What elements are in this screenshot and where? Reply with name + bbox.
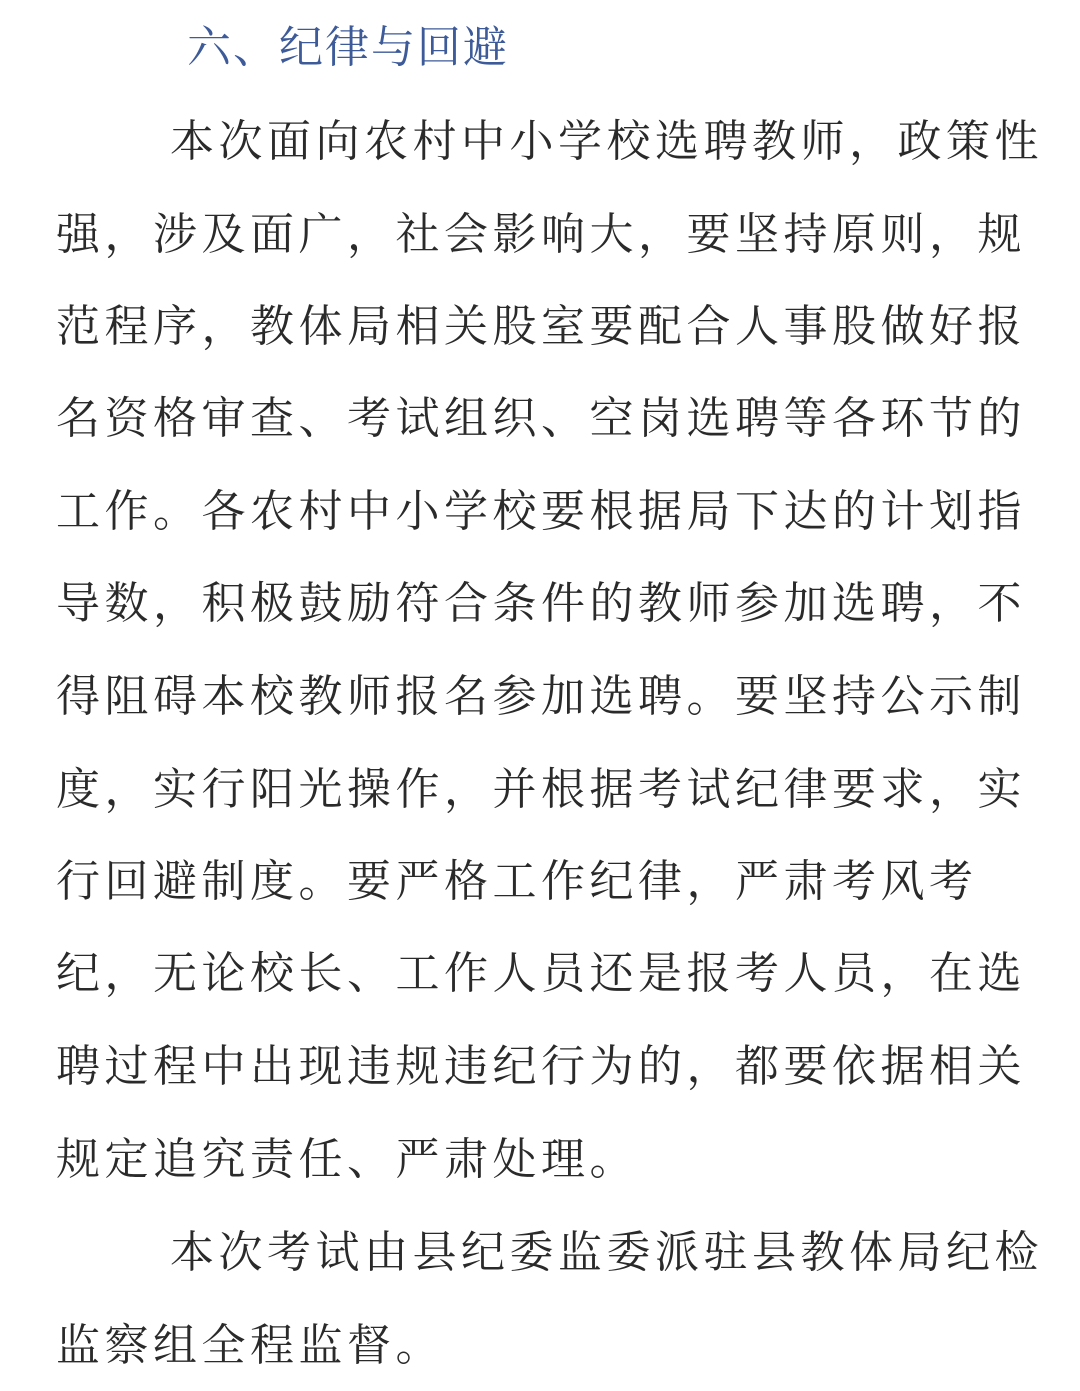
paragraph-line: 监察组全程监督。 [56,1320,444,1371]
paragraph-line: 行回避制度。要严格工作纪律，严肃考风考 [56,856,978,907]
paragraph-line: 本次考试由县纪委监委派驻县教体局纪检 [170,1227,1043,1278]
paragraph-line: 名资格审查、考试组织、空岗选聘等各环节的 [56,393,1026,444]
paragraph-line: 度，实行阳光操作，并根据考试纪律要求，实 [56,764,1026,815]
paragraph-line: 强，涉及面广，社会影响大，要坚持原则，规 [56,209,1026,260]
paragraph-line: 范程序，教体局相关股室要配合人事股做好报 [56,301,1026,352]
paragraph-line: 工作。各农村中小学校要根据局下达的计划指 [56,486,1026,537]
paragraph-line: 得阻碍本校教师报名参加选聘。要坚持公示制 [56,671,1026,722]
paragraph-line: 纪，无论校长、工作人员还是报考人员，在选 [56,948,1026,999]
paragraph-line: 导数，积极鼓励符合条件的教师参加选聘，不 [56,578,1026,629]
paragraph-line: 本次面向农村中小学校选聘教师，政策性 [170,116,1043,167]
section-heading: 六、纪律与回避 [187,22,509,73]
paragraph-line: 聘过程中出现违规违纪行为的，都要依据相关 [56,1041,1026,1092]
paragraph-line: 规定追究责任、严肃处理。 [56,1134,638,1185]
